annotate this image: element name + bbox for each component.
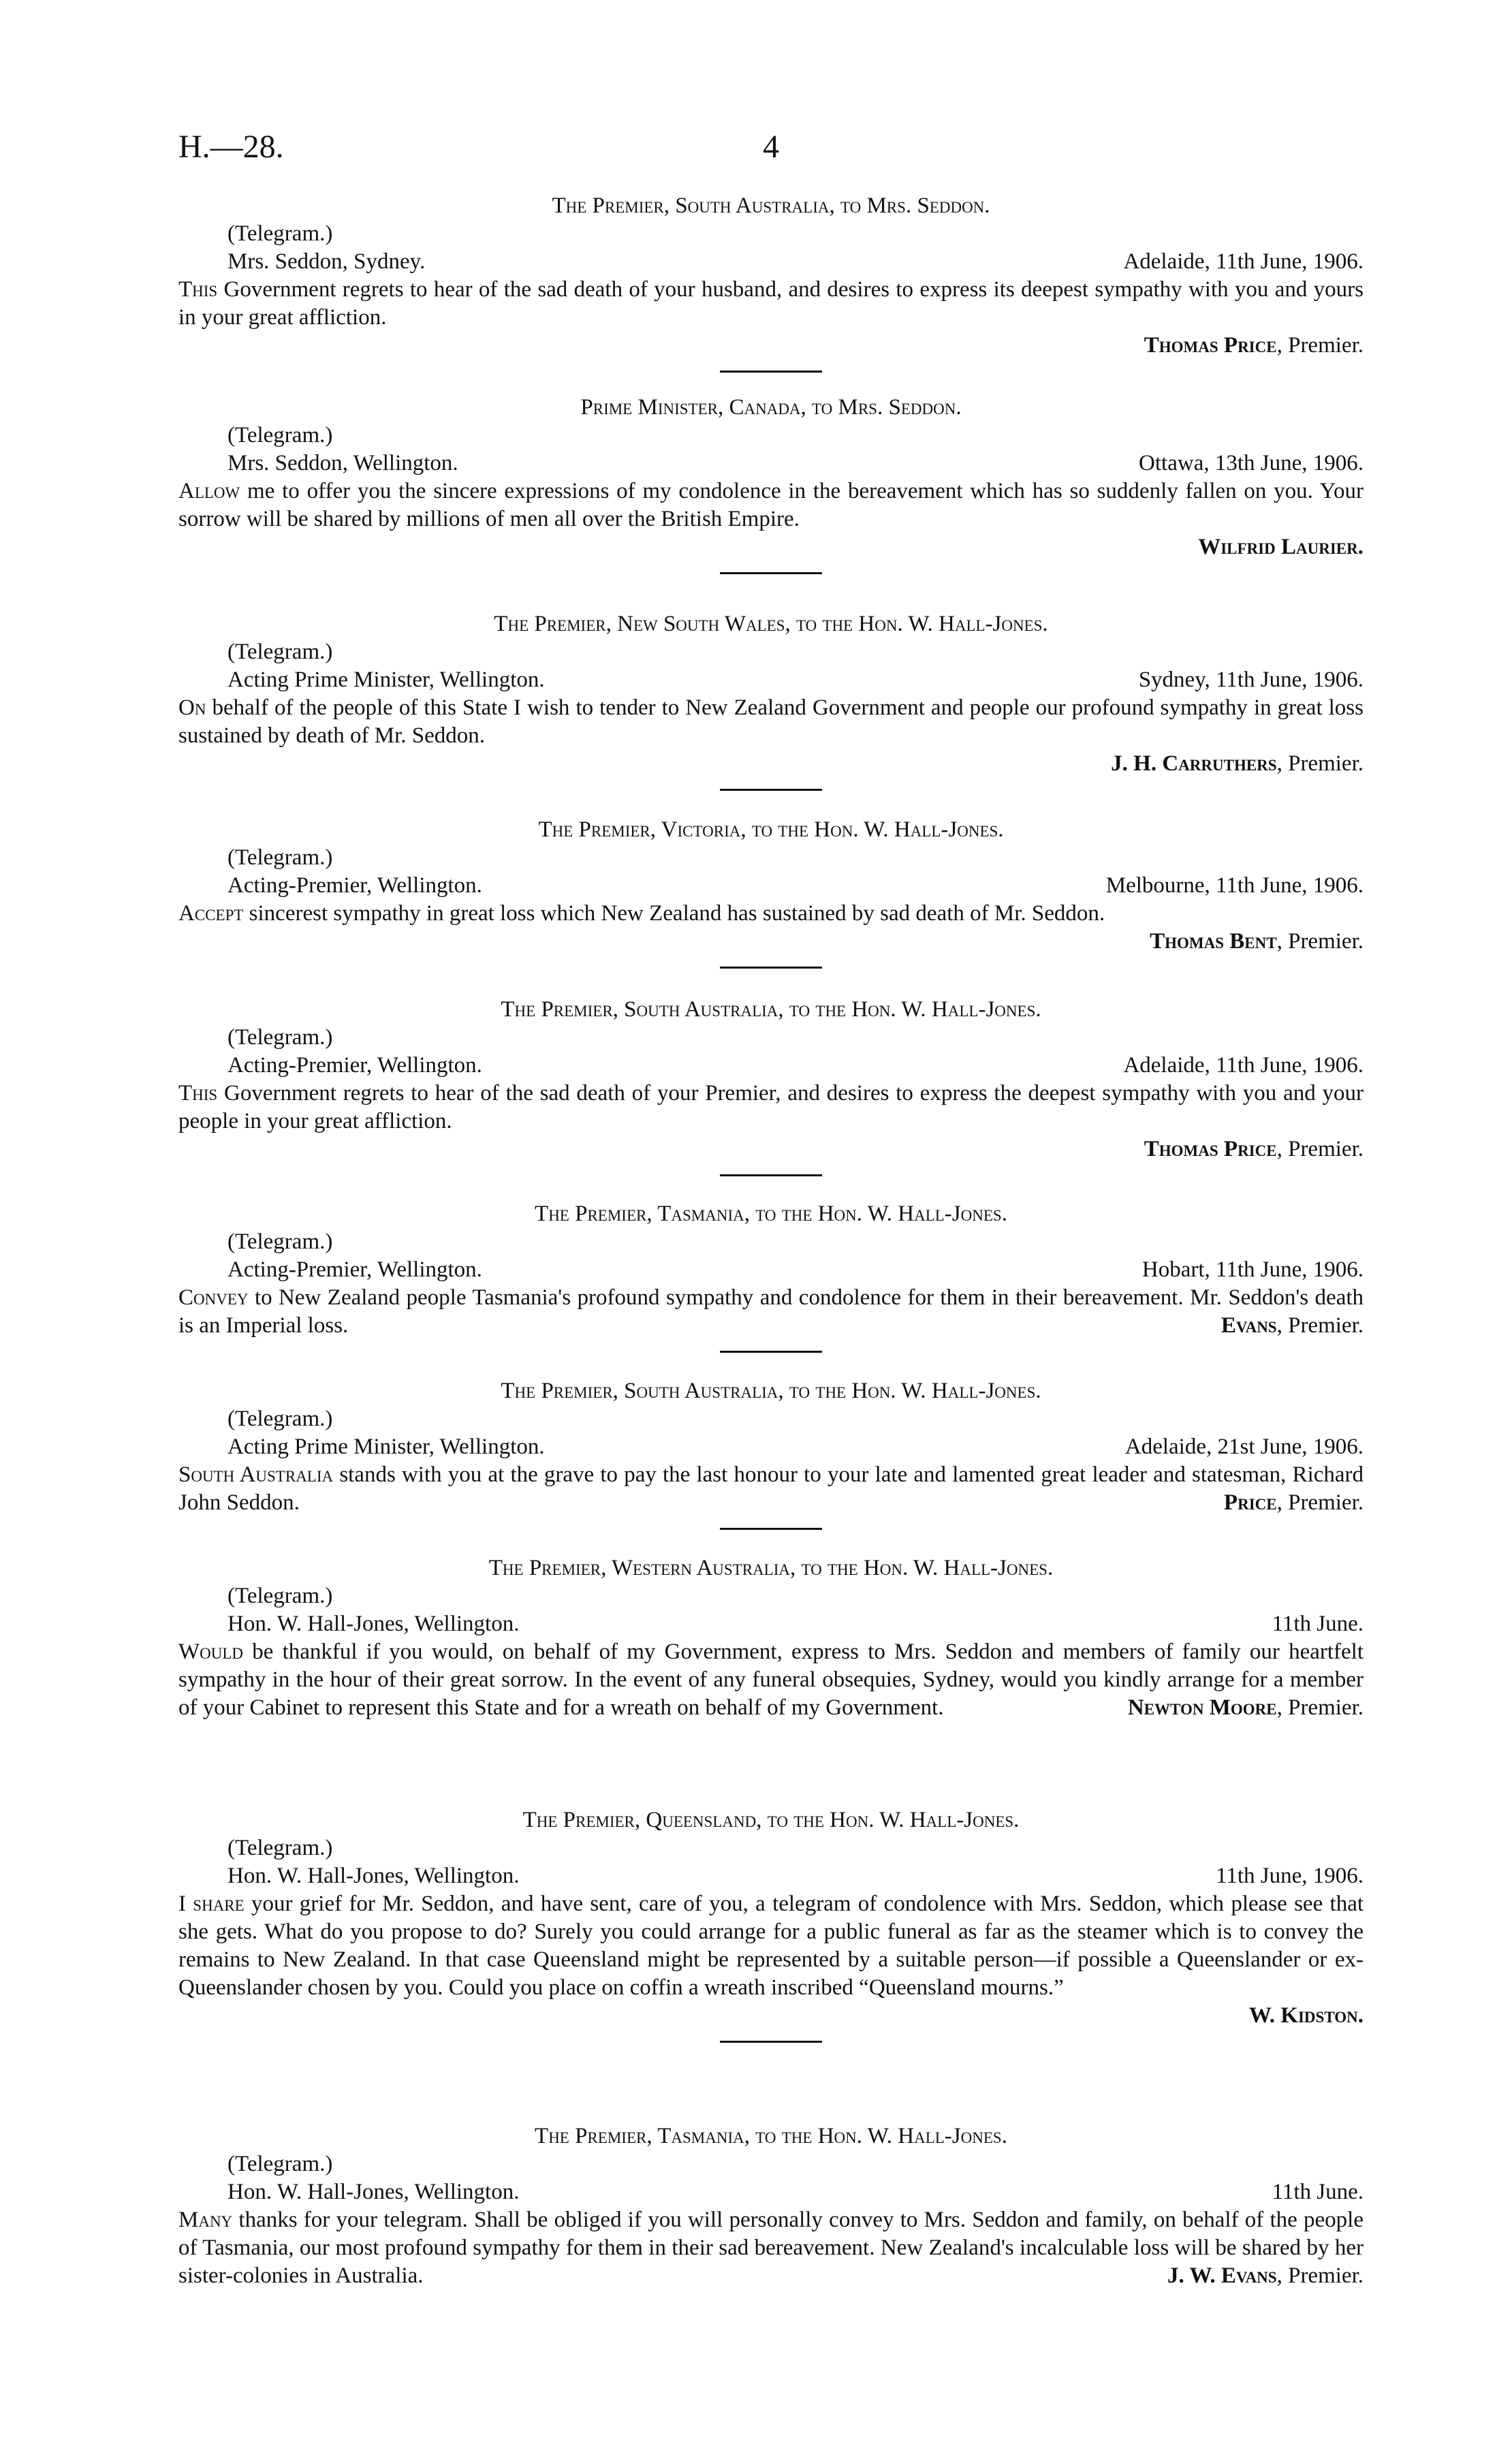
telegram-first-word: Convey xyxy=(178,1285,249,1310)
telegram-addressee: Mrs. Seddon, Wellington. xyxy=(227,451,458,475)
telegram-heading: The Premier, Tasmania, to the Hon. W. Hall-Jones. xyxy=(535,2124,1007,2148)
signature-name: Thomas Price xyxy=(1144,1137,1277,1161)
signature-name: J. H. Carruthers xyxy=(1111,751,1277,776)
telegram-addressee: Acting-Premier, Wellington. xyxy=(227,1053,482,1078)
telegram-body-text: behalf of the people of this State I wish to tender to New Zealand Government and people our profound sympathy in great loss sustained by death of Mr. Seddon. xyxy=(178,695,1364,748)
telegram-heading: The Premier, Tasmania, to the Hon. W. Hall-Jones. xyxy=(535,1202,1007,1226)
telegram-signature xyxy=(178,1135,1364,1163)
telegram-signature xyxy=(1224,1489,1364,1517)
telegram-label: (Telegram.) xyxy=(227,1836,333,1860)
page-number: 4 xyxy=(763,129,779,165)
address-line xyxy=(227,450,1364,477)
section-divider xyxy=(720,572,822,574)
telegram-entry xyxy=(178,996,1364,1176)
telegram-first-word: Many xyxy=(178,2208,233,2232)
telegram-signature xyxy=(178,332,1364,360)
telegram-body xyxy=(178,1284,1364,1340)
telegram-body xyxy=(178,1080,1364,1135)
telegram-heading: The Premier, South Australia, to the Hon. W. Hall-Jones. xyxy=(501,997,1041,1022)
telegram-addressee: Hon. W. Hall-Jones, Wellington. xyxy=(227,2180,520,2204)
telegram-place-date: Ottawa, 13th June, 1906. xyxy=(1139,451,1364,475)
telegram-signature xyxy=(178,2002,1364,2030)
telegram-place-date: Adelaide, 11th June, 1906. xyxy=(1123,1053,1364,1078)
telegram-signature xyxy=(1221,1312,1364,1340)
telegram-entry xyxy=(178,610,1364,791)
signature-title: , Premier. xyxy=(1276,751,1364,776)
signature-title: , Premier. xyxy=(1276,1313,1364,1338)
telegram-addressee: Mrs. Seddon, Sydney. xyxy=(227,249,426,274)
telegram-label: (Telegram.) xyxy=(227,1229,333,1254)
telegram-label: (Telegram.) xyxy=(227,2152,333,2176)
address-line xyxy=(227,248,1364,276)
telegram-heading: The Premier, South Australia, to the Hon. W. Hall-Jones. xyxy=(501,1379,1041,1403)
telegram-addressee: Hon. W. Hall-Jones, Wellington. xyxy=(227,1864,520,1888)
telegram-body xyxy=(178,2206,1364,2290)
signature-title: , Premier. xyxy=(1276,1137,1364,1161)
address-line xyxy=(227,1256,1364,1284)
telegram-label: (Telegram.) xyxy=(227,640,333,664)
telegram-addressee: Hon. W. Hall-Jones, Wellington. xyxy=(227,1612,520,1636)
telegram-body-text: Government regrets to hear of the sad death of your husband, and desires to express its deepest sympathy with you and yours in your great affliction. xyxy=(178,277,1364,330)
telegram-addressee: Acting-Premier, Wellington. xyxy=(227,1257,482,1282)
telegram-place-date: Adelaide, 11th June, 1906. xyxy=(1123,249,1364,274)
address-line xyxy=(227,1433,1364,1461)
signature-title: , Premier. xyxy=(1276,929,1364,954)
telegram-signature xyxy=(1128,1694,1364,1722)
telegram-entry xyxy=(178,394,1364,574)
telegram-heading: The Premier, South Australia, to Mrs. Seddon. xyxy=(552,193,990,218)
signature-name: J. W. Evans xyxy=(1167,2263,1277,2288)
telegram-body xyxy=(178,1638,1364,1722)
signature-title: , Premier. xyxy=(1276,2263,1364,2288)
telegram-signature xyxy=(178,928,1364,956)
telegram-label: (Telegram.) xyxy=(227,1584,333,1608)
telegram-body-text: your grief for Mr. Seddon, and have sent, care of you, a telegram of condolence with Mrs. Seddon, which please see that she gets. What do you propose to do? Surely you could arrange for a public funeral as far as the steamer which is to convey the remains to New Zealand. In that case Queensland might be represented by a suitable person—if possible a Queenslander or ex-Queenslander chosen by you. Could you place on coffin a wreath inscribed “Queensland mourns.” xyxy=(178,1892,1364,2000)
telegram-place-date: Melbourne, 11th June, 1906. xyxy=(1105,873,1364,898)
telegram-entry xyxy=(178,1200,1364,1353)
telegram-place-date: 11th June, 1906. xyxy=(1216,1864,1364,1888)
telegram-signature xyxy=(1167,2262,1364,2290)
signature-title: , Premier. xyxy=(1276,1490,1364,1515)
telegram-first-word: Accept xyxy=(178,901,244,926)
telegram-place-date: 11th June. xyxy=(1272,2180,1364,2204)
telegram-label: (Telegram.) xyxy=(227,845,333,870)
address-line xyxy=(227,1862,1364,1890)
address-line xyxy=(227,872,1364,900)
section-divider xyxy=(720,789,822,791)
telegram-heading: The Premier, Queensland, to the Hon. W. Hall-Jones. xyxy=(522,1808,1020,1832)
address-line xyxy=(227,666,1364,694)
signature-name: Wilfrid Laurier. xyxy=(1198,535,1364,559)
section-divider xyxy=(720,967,822,969)
telegram-body xyxy=(178,477,1364,533)
signature-name: Price xyxy=(1223,1490,1277,1515)
section-divider xyxy=(720,371,822,373)
address-line xyxy=(227,1052,1364,1080)
telegram-body-text: thanks for your telegram. Shall be obliged if you will personally convey to Mrs. Seddon and family, on behalf of the people of Tasmania, our most profound sympathy for them in their sad bereavement. New Zealand's incalculable loss will be shared by her sister-colonies in Australia. xyxy=(178,2208,1364,2288)
telegram-body-text: sincerest sympathy in great loss which New Zealand has sustained by sad death of Mr. Seddon. xyxy=(249,901,1105,926)
section-divider xyxy=(720,2041,822,2043)
telegram-first-word: Allow xyxy=(178,479,240,503)
telegram-body-text: stands with you at the grave to pay the last honour to your late and lamented great leader and statesman, Richard John Seddon. xyxy=(178,1462,1364,1515)
telegram-entry xyxy=(178,2122,1364,2290)
section-divider xyxy=(720,1174,822,1176)
telegram-first-word: Would xyxy=(178,1640,244,1664)
telegram-entry xyxy=(178,1554,1364,1735)
telegram-signature xyxy=(178,533,1364,561)
telegram-body xyxy=(178,276,1364,332)
signature-name: W. Kidston. xyxy=(1248,2003,1364,2028)
telegram-entry xyxy=(178,816,1364,969)
signature-name: Evans xyxy=(1220,1313,1277,1338)
signature-title: , Premier. xyxy=(1276,333,1364,358)
section-divider xyxy=(720,1528,822,1530)
telegram-first-word: On xyxy=(178,695,206,720)
telegram-body xyxy=(178,1890,1364,2002)
telegram-place-date: Sydney, 11th June, 1906. xyxy=(1138,668,1364,692)
telegram-first-word: I share xyxy=(178,1892,245,1916)
signature-name: Thomas Bent xyxy=(1150,929,1277,954)
telegram-place-date: 11th June. xyxy=(1272,1612,1364,1636)
telegram-body-text: be thankful if you would, on behalf of my Government, express to Mrs. Seddon and members of family our heartfelt sympathy in the hour of their great sorrow. In the event of any funeral obsequies, Sydney, would you kindly arrange for a member of your Cabinet to represent this State and for a wreath on behalf of my Government. xyxy=(178,1640,1364,1720)
telegram-first-word: This xyxy=(178,1081,218,1106)
telegram-heading: The Premier, Victoria, to the Hon. W. Hall-Jones. xyxy=(538,817,1004,842)
telegram-body-text: me to offer you the sincere expressions of my condolence in the bereavement which has so suddenly fallen on you. Your sorrow will be shared by millions of men all over the British Empire. xyxy=(178,479,1364,531)
telegram-place-date: Adelaide, 21st June, 1906. xyxy=(1124,1434,1364,1459)
address-line xyxy=(227,1610,1364,1638)
telegram-entry xyxy=(178,192,1364,373)
signature-name: Newton Moore xyxy=(1127,1695,1277,1720)
telegram-label: (Telegram.) xyxy=(227,1407,333,1431)
telegram-heading: The Premier, New South Wales, to the Hon. W. Hall-Jones. xyxy=(494,612,1048,636)
telegram-body xyxy=(178,900,1364,928)
telegram-heading: Prime Minister, Canada, to Mrs. Seddon. xyxy=(580,395,962,420)
telegram-entry xyxy=(178,1806,1364,2043)
signature-name: Thomas Price xyxy=(1144,333,1277,358)
telegram-addressee: Acting Prime Minister, Wellington. xyxy=(227,668,545,692)
document-reference: H.—28. xyxy=(178,129,284,165)
signature-title: , Premier. xyxy=(1276,1695,1364,1720)
telegram-body xyxy=(178,1461,1364,1517)
telegram-first-word: South Australia xyxy=(178,1462,334,1487)
telegram-label: (Telegram.) xyxy=(227,1025,333,1050)
telegram-body-text: to New Zealand people Tasmania's profound sympathy and condolence for them in their bereavement. Mr. Seddon's death is an Imperial loss. xyxy=(178,1285,1364,1338)
telegram-entry xyxy=(178,1377,1364,1530)
telegram-label: (Telegram.) xyxy=(227,221,333,246)
telegram-body-text: Government regrets to hear of the sad death of your Premier, and desires to express the deepest sympathy with you and your people in your great affliction. xyxy=(178,1081,1364,1133)
address-line xyxy=(227,2178,1364,2206)
telegram-addressee: Acting Prime Minister, Wellington. xyxy=(227,1434,545,1459)
telegram-signature xyxy=(178,750,1364,778)
telegram-addressee: Acting-Premier, Wellington. xyxy=(227,873,482,898)
telegram-label: (Telegram.) xyxy=(227,423,333,448)
section-divider xyxy=(720,1351,822,1353)
telegram-body xyxy=(178,694,1364,750)
telegram-first-word: This xyxy=(178,277,218,302)
telegram-heading: The Premier, Western Australia, to the Hon. W. Hall-Jones. xyxy=(488,1556,1054,1580)
telegram-place-date: Hobart, 11th June, 1906. xyxy=(1141,1257,1364,1282)
